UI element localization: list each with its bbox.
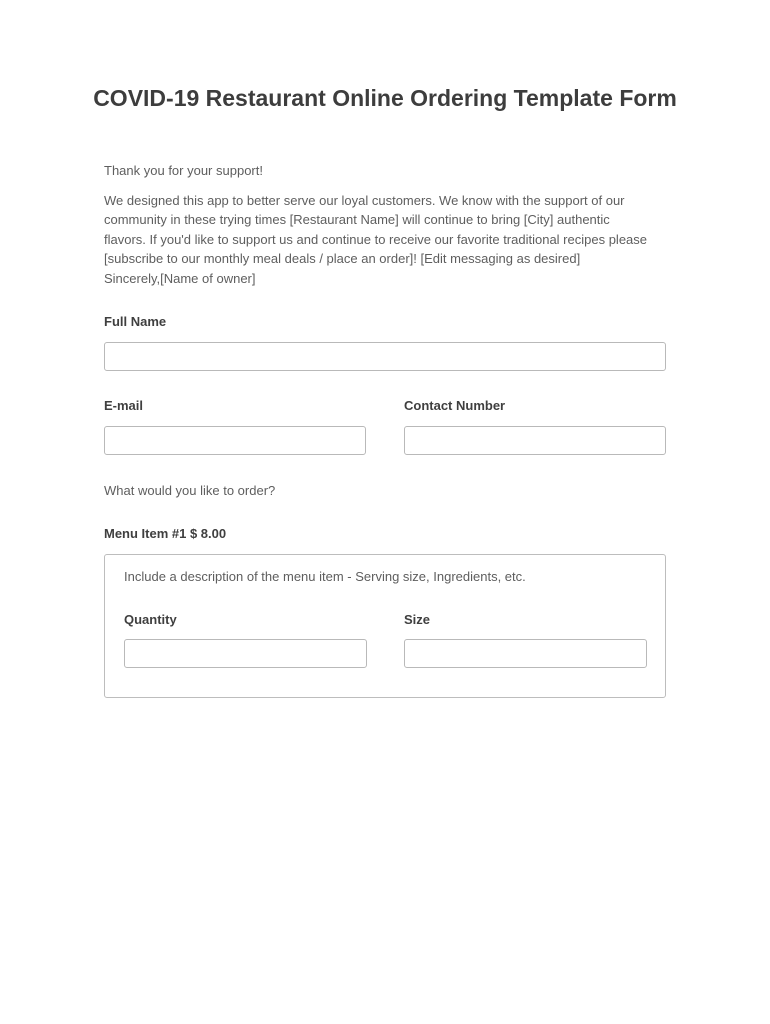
quantity-label: Quantity (124, 612, 177, 627)
email-label: E-mail (104, 398, 144, 413)
email-input[interactable] (104, 426, 366, 455)
intro-line: [subscribe to our monthly meal deals / place an order]! [Edit messaging as desired] (104, 251, 581, 267)
intro-text (104, 191, 666, 288)
menu-item-box (104, 554, 666, 698)
full-name-label: Full Name (104, 314, 167, 329)
quantity-input[interactable] (124, 639, 367, 668)
intro-line: Sincerely,[Name of owner] (104, 270, 256, 286)
size-label: Size (404, 612, 431, 627)
intro-line: flavors. If you'd like to support us and continue to receive our favorite traditional recipes please (104, 231, 648, 247)
full-name-input[interactable] (104, 342, 666, 371)
intro-line: community in these trying times [Restaurant Name] will continue to bring [City] authentic (104, 212, 610, 228)
size-input[interactable] (404, 639, 647, 668)
contact-number-label: Contact Number (404, 398, 506, 413)
menu-item-description: Include a description of the menu item - Serving size, Ingredients, etc. (124, 569, 526, 584)
order-question: What would you like to order? (104, 483, 276, 498)
page-title: COVID-19 Restaurant Online Ordering Template Form (93, 85, 677, 111)
intro-line: We designed this app to better serve our loyal customers. We know with the support of our (104, 193, 625, 208)
contact-number-input[interactable] (404, 426, 666, 455)
menu-item-label: Menu Item #1 $ 8.00 (104, 526, 227, 541)
thanks-text: Thank you for your support! (104, 163, 263, 178)
